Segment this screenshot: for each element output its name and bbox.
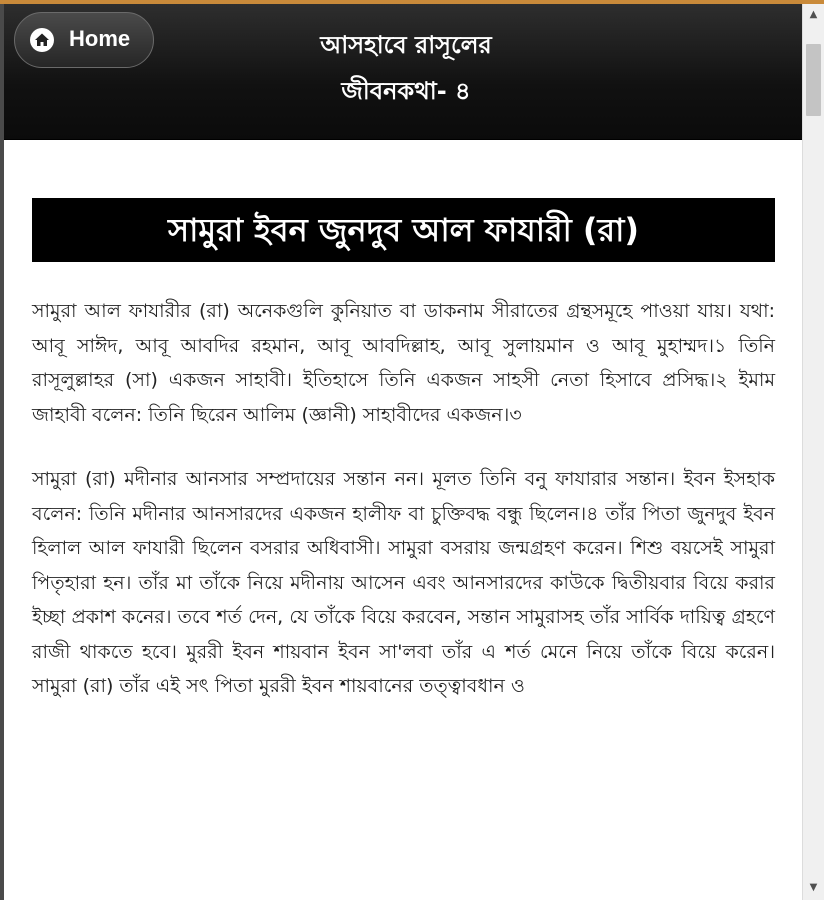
page-title-line-1: আসহাবে রাসূলের <box>320 31 492 59</box>
header-bar <box>4 4 802 140</box>
article-paragraph: সামুরা আল ফাযারীর (রা) অনেকগুলি কুনিয়াত বা ডাকনাম সীরাতের গ্রন্থসমূহে পাওয়া যায়। যথা: আবূ সাঈদ, আবূ আবদির রহমান, আবূ আবদিল্লাহ, আবূ সুলায়মান ও আবূ মুহাম্মদ।১ তিনি রাসূলুল্লাহর (সা) একজন সাহাবী। ইতিহাসে তিনি একজন সাহসী নেতা হিসাবে প্রসিদ্ধ।২ ইমাম জাহাবী বলেন: তিনি ছিরেন আলিম (জ্ঞানী) সাহাবীদের একজন।৩ <box>32 300 775 426</box>
home-icon <box>30 28 54 52</box>
article-paragraph: সামুরা (রা) মদীনার আনসার সম্প্রদায়ের সন্তান নন। মূলত তিনি বনু ফাযারার সন্তান। ইবন ইসহাক বলেন: তিনি মদীনার আনসারদের একজন হালীফ বা চুক্তিবদ্ধ বন্ধু ছিলেন।৪ তাঁর পিতা জুনদুব ইবন হিলাল আল ফাযারী ছিলেন বসরার অধিবাসী। সামুরা বসরায় জন্মগ্রহণ করেন। শিশু বয়সেই সামুরা পিতৃহারা হন। তাঁর মা তাঁকে নিয়ে মদীনায় আসেন এবং আনসারদের কাউকে দ্বিতীয়বার বিয়ে করার ইচ্ছা প্রকাশ কনের। তবে শর্ত দেন, যে তাঁকে বিয়ে করবেন, সন্তান সামুরাসহ তাঁর সার্বিক দায়িত্ব গ্রহণে রাজী থাকতে হবে। মুররী ইবন শায়বান ইবন সা'লবা তাঁর এ শর্ত মেনে নিয়ে তাঁকে বিয়ে করেন। সামুরা (রা) তাঁর এই সৎ পিতা মুররী ইবন শায়বানের তত্ত্বাবধান ও <box>32 468 775 697</box>
scroll-up-arrow-icon[interactable]: ▲ <box>809 9 818 20</box>
scroll-thumb[interactable] <box>806 44 821 116</box>
page-title <box>144 22 668 114</box>
article-content <box>32 198 775 704</box>
home-button-label: Home <box>69 26 131 51</box>
scroll-down-arrow-icon[interactable]: ▼ <box>809 882 818 893</box>
page-title-line-2: জীবনকথা- ৪ <box>341 77 471 105</box>
article-title: সামুরা ইবন জুনদুব আল ফাযারী (রা) <box>32 198 775 262</box>
home-button[interactable] <box>14 12 154 68</box>
vertical-scrollbar[interactable] <box>802 4 824 900</box>
